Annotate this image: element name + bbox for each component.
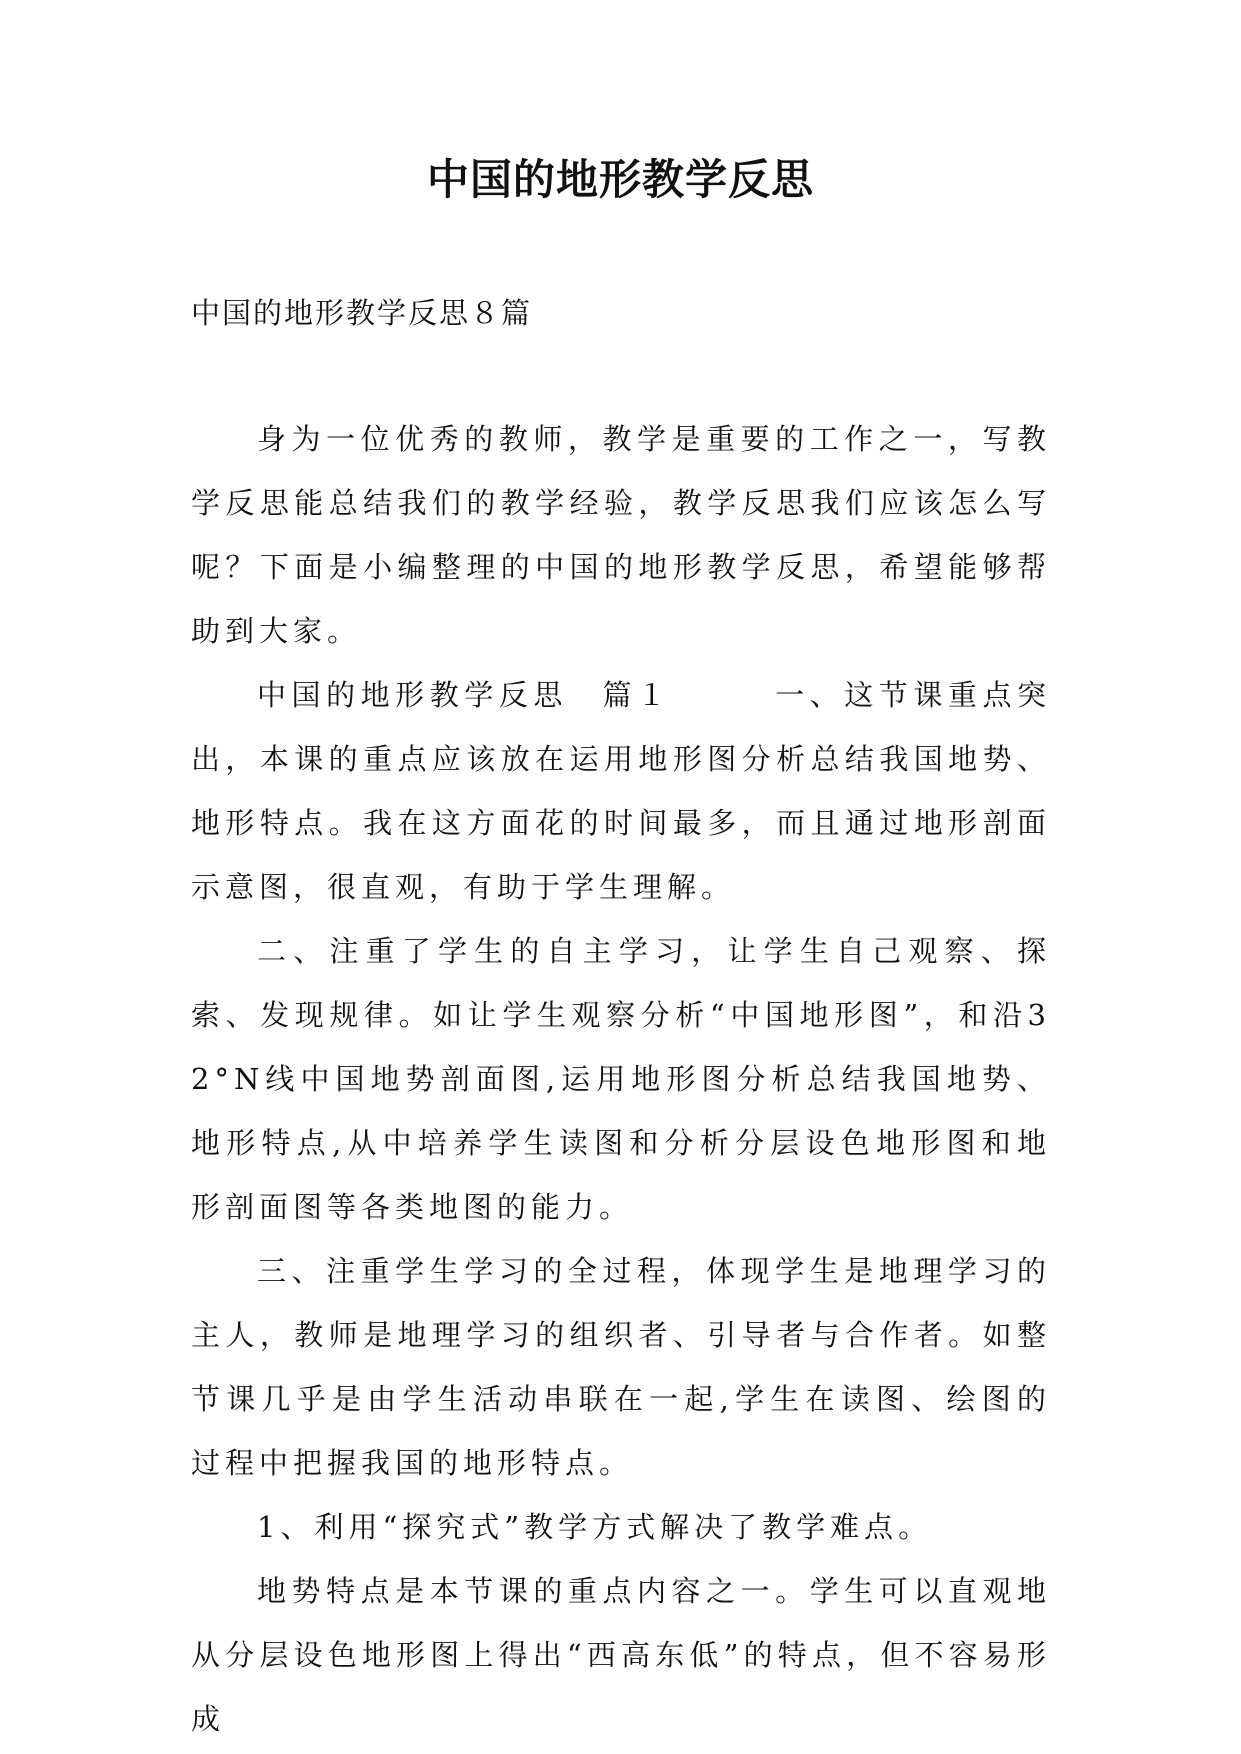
paragraph-section-1: 中国的地形教学反思 篇１ 一、这节课重点突出，本课的重点应该放在运用地形图分析总结我国地势、地形特点。我在这方面花的时间最多，而且通过地形剖面示意图，很直观，有助于学生理解。 <box>191 678 1051 904</box>
paragraph-point-1: 1、利用“探究式”教学方式解决了教学难点。 <box>257 1510 933 1544</box>
paragraph-section-3: 三、注重学生学习的全过程，体现学生是地理学习的主人，教师是地理学习的组织者、引导者与合作者。如整节课几乎是由学生活动串联在一起,学生在读图、绘图的过程中把握我国的地形特点。 <box>191 1254 1051 1480</box>
document-title: 中国的地形教学反思 <box>426 155 814 204</box>
document-body <box>191 407 1051 1751</box>
paragraph-section-2: 二、注重了学生的自主学习，让学生自己观察、探索、发现规律。如让学生观察分析“中国地形图”，和沿32°N线中国地势剖面图,运用地形图分析总结我国地势、地形特点,从中培养学生读图和分析分层设色地形图和地形剖面图等各类地图的能力。 <box>191 934 1051 1224</box>
paragraph-intro: 身为一位优秀的教师，教学是重要的工作之一，写教学反思能总结我们的教学经验，教学反思我们应该怎么写呢？下面是小编整理的中国的地形教学反思，希望能够帮助到大家。 <box>191 422 1051 648</box>
document-subtitle: 中国的地形教学反思８篇 <box>191 296 533 330</box>
paragraph-terrain-feature: 地势特点是本节课的重点内容之一。学生可以直观地从分层设色地形图上得出“西高东低”的特点，但不容易形成 <box>191 1574 1051 1736</box>
